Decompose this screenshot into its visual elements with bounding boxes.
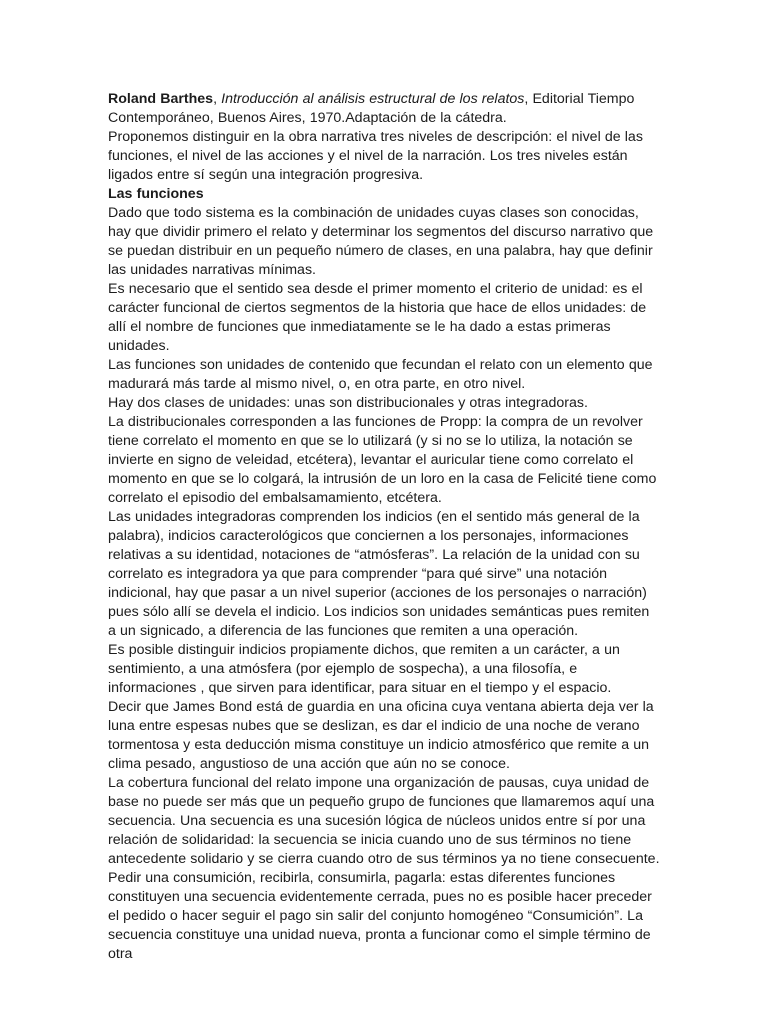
paragraph: Las funciones son unidades de contenido que fecundan el relato con un elemento que madurará más tarde al mismo nivel, o, en otra parte, en otro nivel. xyxy=(108,357,653,392)
book-title: Introducción al análisis estructural de los relatos xyxy=(221,91,525,107)
paragraph: Pedir una consumición, recibirla, consumirla, pagarla: estas diferentes funciones constituyen una secuencia evidentemente cerrada, pues no es posible hacer preceder el pedido o hacer seguir el pago sin salir del conjunto homogéneo “Consumición”. La secuencia constituye una unidad nueva, pronta a funcionar como el simple término de otra xyxy=(108,870,652,962)
paragraph: Dado que todo sistema es la combinación de unidades cuyas clases son conocidas, hay que dividir primero el relato y determinar los segmentos del discurso narrativo que se puedan distribuir en un pequeño número de clases, en una palabra, hay que definir las unidades narrativas mínimas. xyxy=(108,205,654,278)
publication-info: , Editorial Tiempo Contemporáneo, Buenos Aires, 1970.Adaptación de la cátedra. xyxy=(108,91,635,126)
citation: Roland Barthes, Introducción al análisis estructural de los relatos, Editorial Tiempo Contemporáneo, Buenos Aires, 1970.Adaptación de la cátedra. xyxy=(108,91,635,126)
paragraph: Es posible distinguir indicios propiamente dichos, que remiten a un carácter, a un sentimiento, a una atmósfera (por ejemplo de sospecha), a una filosofía, e informaciones , que sirven para identificar, para situar en el tiempo y el espacio. xyxy=(108,642,620,696)
intro-paragraph: Proponemos distinguir en la obra narrativa tres niveles de descripción: el nivel de las funciones, el nivel de las acciones y el nivel de la narración. Los tres niveles están ligados entre sí según una integración progresiva. xyxy=(108,129,643,183)
paragraph: La cobertura funcional del relato impone una organización de pausas, cuya unidad de base no puede ser más que un pequeño grupo de funciones que llamaremos aquí una secuencia. Una secuencia es una sucesión lógica de núcleos unidos entre sí por una relación de solidaridad: la secuencia se inicia cuando uno de sus términos no tiene antecedente solidario y se cierra cuando otro de sus términos ya no tiene consecuente. xyxy=(108,775,660,867)
document-body xyxy=(108,90,661,964)
section-heading: Las funciones xyxy=(108,186,204,202)
paragraph: La distribucionales corresponden a las funciones de Propp: la compra de un revolver tiene correlato el momento en que se lo utilizará (y si no se lo utiliza, la notación se invierte en signo de veleidad, etcétera), levantar el auricular tiene como correlato el momento en que se lo colgará, la intrusión de un loro en la casa de Felicité tiene como correlato el episodio del embalsamamiento, etcétera. xyxy=(108,414,657,506)
paragraph: Hay dos clases de unidades: unas son distribucionales y otras integradoras. xyxy=(108,395,588,411)
paragraph: Decir que James Bond está de guardia en una oficina cuya ventana abierta deja ver la luna entre espesas nubes que se deslizan, es dar el indicio de una noche de verano tormentosa y esta deducción misma constituye un indicio atmosférico que remite a un clima pesado, angustioso de una acción que aún no se conoce. xyxy=(108,699,654,772)
paragraph: Es necesario que el sentido sea desde el primer momento el criterio de unidad: es el carácter funcional de ciertos segmentos de la historia que hace de ellos unidades: de allí el nombre de funciones que inmediatamente se le ha dado a estas primeras unidades. xyxy=(108,281,647,354)
paragraph: Las unidades integradoras comprenden los indicios (en el sentido más general de la palabra), indicios caracterológicos que conciernen a los personajes, informaciones relativas a su identidad, notaciones de “atmósferas”. La relación de la unidad con su correlato es integradora ya que para comprender “para qué sirve” una notación indicional, hay que pasar a un nivel superior (acciones de los personajes o narración) pues sólo allí se devela el indicio. Los indicios son unidades semánticas pues remiten a un signicado, a diferencia de las funciones que remiten a una operación. xyxy=(108,509,650,639)
author-name: Roland Barthes xyxy=(108,91,214,107)
